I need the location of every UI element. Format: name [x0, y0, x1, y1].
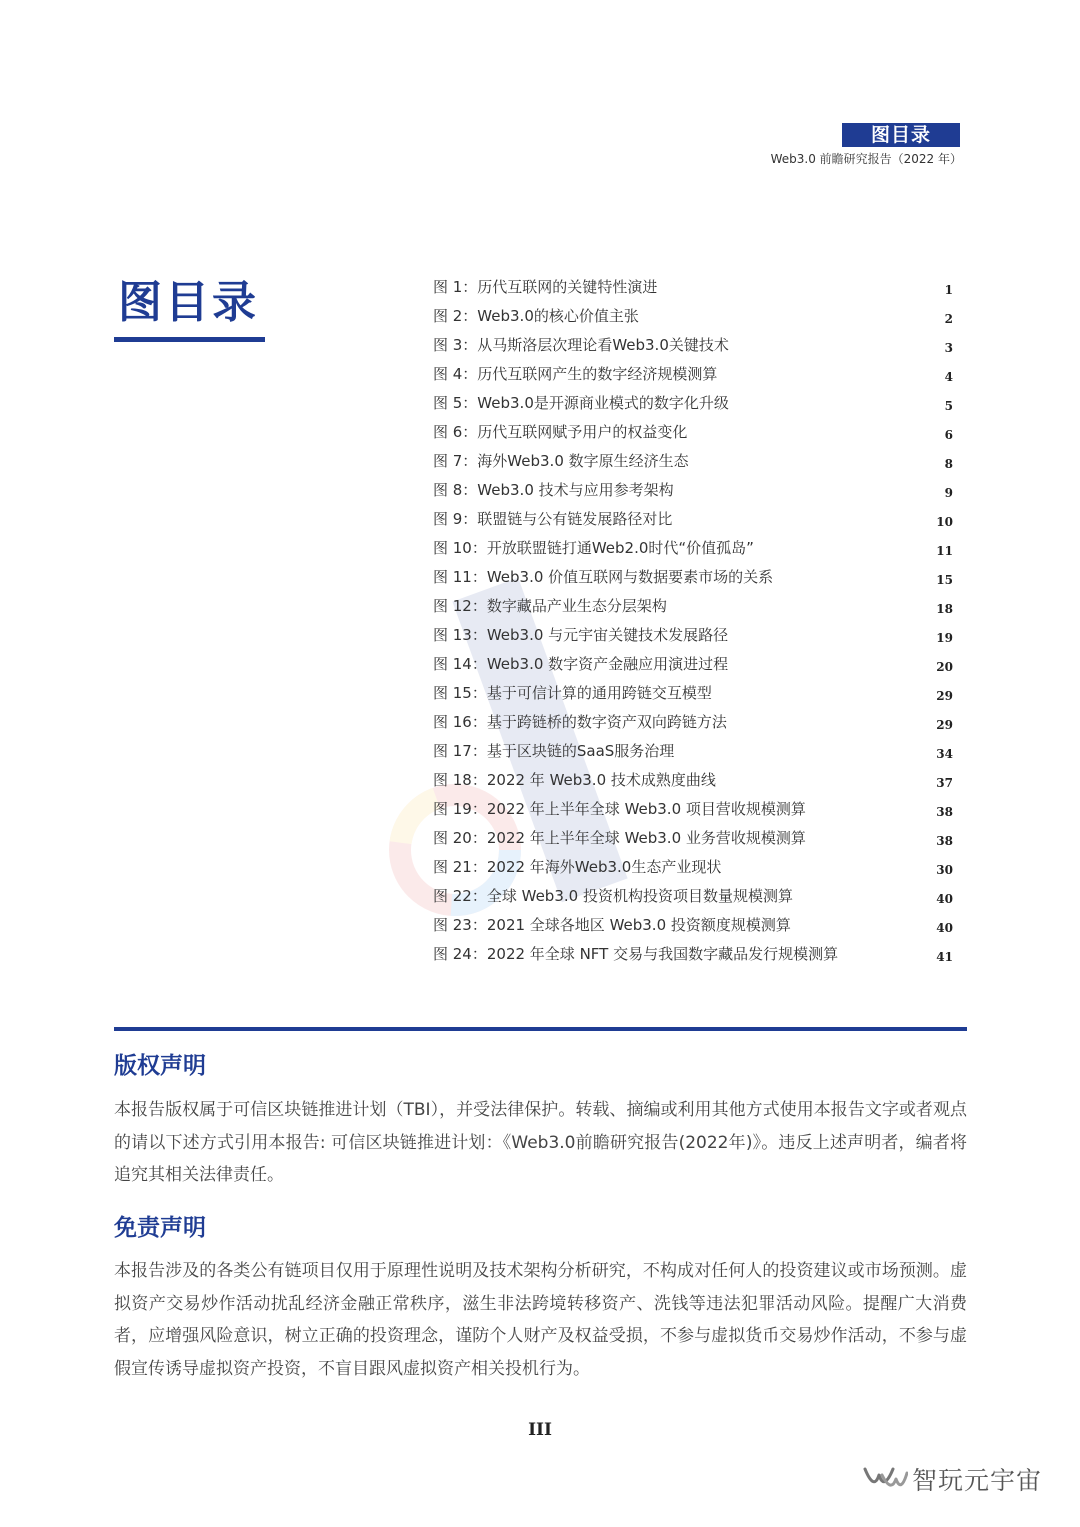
toc-entry[interactable] [433, 709, 953, 738]
section-divider [114, 1027, 967, 1031]
toc-entry-label: 图 6：历代互联网赋予用户的权益变化 [433, 423, 688, 441]
toc-entry-label: 图 18：2022 年 Web3.0 技术成熟度曲线 [433, 771, 716, 789]
brand-watermark [862, 1459, 1042, 1499]
toc-entry[interactable] [433, 680, 953, 709]
toc-entry-page: 19 [936, 631, 953, 645]
toc-entry[interactable] [433, 419, 953, 448]
copyright-heading: 版权声明 [114, 1053, 206, 1079]
toc-entry-page: 38 [936, 805, 953, 819]
toc-entry[interactable] [433, 767, 953, 796]
toc-entry-label: 图 10：开放联盟链打通Web2.0时代“价值孤岛” [433, 539, 754, 557]
toc-entry-page: 20 [936, 660, 953, 674]
toc-entry-page: 38 [936, 834, 953, 848]
toc-entry-label: 图 8：Web3.0 技术与应用参考架构 [433, 481, 674, 499]
toc-entry-label: 图 23：2021 全球各地区 Web3.0 投资额度规模测算 [433, 916, 791, 934]
disclaimer-heading: 免责声明 [114, 1215, 206, 1241]
wechat-channel-icon [862, 1461, 908, 1497]
toc-entry-page: 29 [936, 718, 953, 732]
toc-entry[interactable] [433, 477, 953, 506]
toc-entry-label: 图 9：联盟链与公有链发展路径对比 [433, 510, 673, 528]
toc-entry-label: 图 1：历代互联网的关键特性演进 [433, 278, 658, 296]
toc-entry-page: 41 [936, 950, 953, 964]
toc-entry-label: 图 3：从马斯洛层次理论看Web3.0关键技术 [433, 336, 729, 354]
toc-entry[interactable] [433, 738, 953, 767]
brand-name: 智玩元宇宙 [912, 1466, 1043, 1495]
toc-entry-label: 图 13：Web3.0 与元宇宙关键技术发展路径 [433, 626, 729, 644]
toc-entry-page: 6 [944, 428, 953, 442]
toc-entry[interactable] [433, 506, 953, 535]
toc-entry-page: 9 [944, 486, 953, 500]
toc-entry[interactable] [433, 564, 953, 593]
toc-entry-page: 40 [936, 892, 953, 906]
toc-entry[interactable] [433, 593, 953, 622]
toc-entry[interactable] [433, 303, 953, 332]
toc-entry[interactable] [433, 796, 953, 825]
toc-entry-page: 18 [936, 602, 953, 616]
toc-entry-label: 图 12：数字藏品产业生态分层架构 [433, 597, 667, 615]
toc-entry[interactable] [433, 332, 953, 361]
toc-entry-page: 30 [936, 863, 953, 877]
toc-entry[interactable] [433, 274, 953, 303]
header-section-tag: 图目录 [842, 123, 960, 147]
toc-entry-page: 4 [944, 370, 953, 384]
toc-entry-page: 10 [936, 515, 953, 529]
toc-entry-page: 1 [944, 283, 953, 297]
toc-entry-label: 图 15：基于可信计算的通用跨链交互模型 [433, 684, 712, 702]
toc-entry-page: 11 [936, 544, 953, 558]
toc-entry-label: 图 21：2022 年海外Web3.0生态产业现状 [433, 858, 722, 876]
toc-entry-page: 3 [944, 341, 953, 355]
toc-entry[interactable] [433, 535, 953, 564]
toc-entry[interactable] [433, 622, 953, 651]
page-title: 图目录 [118, 277, 259, 328]
toc-entry[interactable] [433, 651, 953, 680]
disclaimer-body: 本报告涉及的各类公有链项目仅用于原理性说明及技术架构分析研究，不构成对任何人的投资建议或市场预测。虚拟资产交易炒作活动扰乱经济金融正常秩序，滋生非法跨境转移资产、洗钱等违法犯罪活动风险。提醒广大消费者，应增强风险意识，树立正确的投资理念，谨防个人财产及权益受损，不参与虚拟货币交易炒作活动，不参与虚假宣传诱导虚拟资产投资，不盲目跟风虚拟资产相关投机行为。 [114, 1261, 967, 1379]
copyright-body: 本报告版权属于可信区块链推进计划（TBI），并受法律保护。转载、摘编或利用其他方式使用本报告文字或者观点的请以下述方式引用本报告: 可信区块链推进计划：《Web3.0前瞻研究报告(2022年)》。违反上述声明者，编者将追究其相关法律责任。 [114, 1100, 967, 1185]
toc-entry-label: 图 17：基于区块链的SaaS服务治理 [433, 742, 675, 760]
toc-entry-label: 图 14：Web3.0 数字资产金融应用演进过程 [433, 655, 729, 673]
toc-entry-label: 图 16：基于跨链桥的数字资产双向跨链方法 [433, 713, 727, 731]
toc-entry-label: 图 5：Web3.0是开源商业模式的数字化升级 [433, 394, 729, 412]
title-underline [114, 337, 265, 342]
toc-entry-label: 图 20：2022 年上半年全球 Web3.0 业务营收规模测算 [433, 829, 806, 847]
toc-entry[interactable] [433, 825, 953, 854]
toc-entry-label: 图 24：2022 年全球 NFT 交易与我国数字藏品发行规模测算 [433, 945, 839, 963]
toc-entry-label: 图 22：全球 Web3.0 投资机构投资项目数量规模测算 [433, 887, 793, 905]
header-report-subtitle: Web3.0 前瞻研究报告（2022 年） [770, 152, 962, 166]
toc-entry[interactable] [433, 941, 953, 970]
toc-entry-page: 29 [936, 689, 953, 703]
toc-entry-page: 8 [944, 457, 953, 471]
toc-entry[interactable] [433, 361, 953, 390]
toc-entry[interactable] [433, 448, 953, 477]
page-number: III [528, 1420, 552, 1440]
toc-entry-page: 5 [944, 399, 953, 413]
toc-entry-label: 图 2：Web3.0的核心价值主张 [433, 307, 639, 325]
toc-entry-label: 图 7：海外Web3.0 数字原生经济生态 [433, 452, 689, 470]
toc-entry-label: 图 11：Web3.0 价值互联网与数据要素市场的关系 [433, 568, 774, 586]
toc-entry-label: 图 19：2022 年上半年全球 Web3.0 项目营收规模测算 [433, 800, 806, 818]
toc-entry[interactable] [433, 883, 953, 912]
toc-entry-label: 图 4：历代互联网产生的数字经济规模测算 [433, 365, 718, 383]
toc-entry-page: 2 [944, 312, 953, 326]
toc-entry[interactable] [433, 390, 953, 419]
toc-entry-page: 40 [936, 921, 953, 935]
toc-entry-page: 15 [936, 573, 953, 587]
toc-entry[interactable] [433, 912, 953, 941]
toc-entry-page: 37 [936, 776, 953, 790]
toc-entry-page: 34 [936, 747, 953, 761]
figure-table-of-contents [433, 274, 953, 970]
toc-entry[interactable] [433, 854, 953, 883]
